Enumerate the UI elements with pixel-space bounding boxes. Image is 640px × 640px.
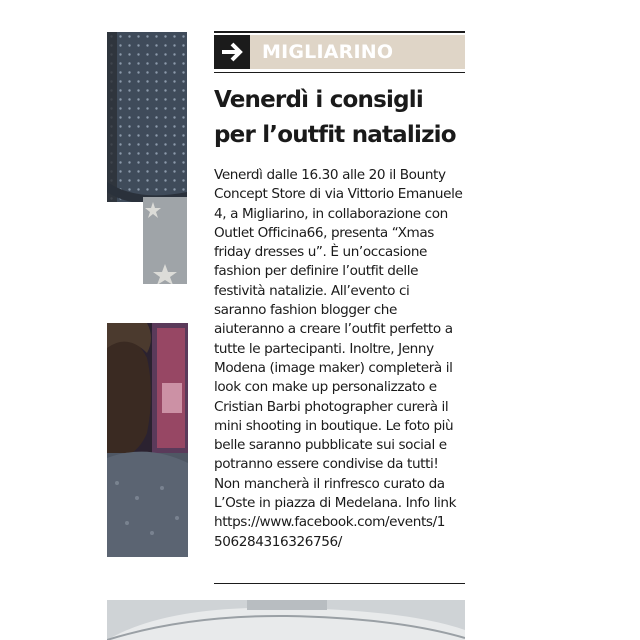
body-line: tutte le partecipanti. Inoltre, Jenny — [214, 340, 434, 357]
article-body — [214, 166, 474, 552]
body-line: friday dresses u”. È un’occasione — [214, 244, 428, 261]
body-line: Venerdì dalle 16.30 alle 20 il Bounty — [214, 167, 446, 183]
body-line: Cristian Barbi photographer curerà il — [214, 398, 449, 415]
body-line: look con make up personalizzato e — [214, 379, 437, 396]
body-line: Non mancherà il rinfresco curato da — [214, 475, 445, 492]
body-line: 4, a Migliarino, in collaborazione con — [214, 205, 448, 222]
section-header — [214, 35, 465, 69]
photo-patterned-shirt — [107, 32, 187, 284]
body-line: aiuteranno a creare l’outfit perfetto a — [214, 321, 453, 338]
body-link-line[interactable]: 506284316326756/ — [214, 533, 342, 550]
body-line: potranno essere condivise da tutti! — [214, 456, 439, 473]
photo-man-profile — [107, 323, 188, 557]
photo-car-roof — [107, 600, 465, 640]
body-line: Concept Store di via Vittorio Emanuele — [214, 186, 463, 203]
headline-line: per l’outfit natalizio — [214, 122, 456, 148]
bottom-rule — [214, 583, 465, 584]
body-line: saranno fashion blogger che — [214, 302, 397, 319]
body-line: Outlet Officina66, presenta “Xmas — [214, 224, 434, 241]
body-line: mini shooting in boutique. Le foto più — [214, 417, 454, 434]
body-line: festività natalizie. All’evento ci — [214, 282, 410, 299]
headline-line: Venerdì i consigli — [214, 87, 423, 113]
body-line: L’Oste in piazza di Medelana. Info link — [214, 495, 457, 512]
section-label: MIGLIARINO — [262, 41, 394, 63]
body-line: fashion per definire l’outfit delle — [214, 263, 419, 280]
body-line: belle saranno pubblicate sui social e — [214, 437, 447, 454]
article-headline — [214, 83, 470, 153]
section-rule — [214, 72, 465, 73]
body-link-line[interactable]: https://www.facebook.com/events/1 — [214, 514, 446, 531]
top-rule — [214, 31, 465, 33]
arrow-right-icon — [214, 35, 250, 69]
body-line: Modena (image maker) completerà il — [214, 359, 453, 376]
